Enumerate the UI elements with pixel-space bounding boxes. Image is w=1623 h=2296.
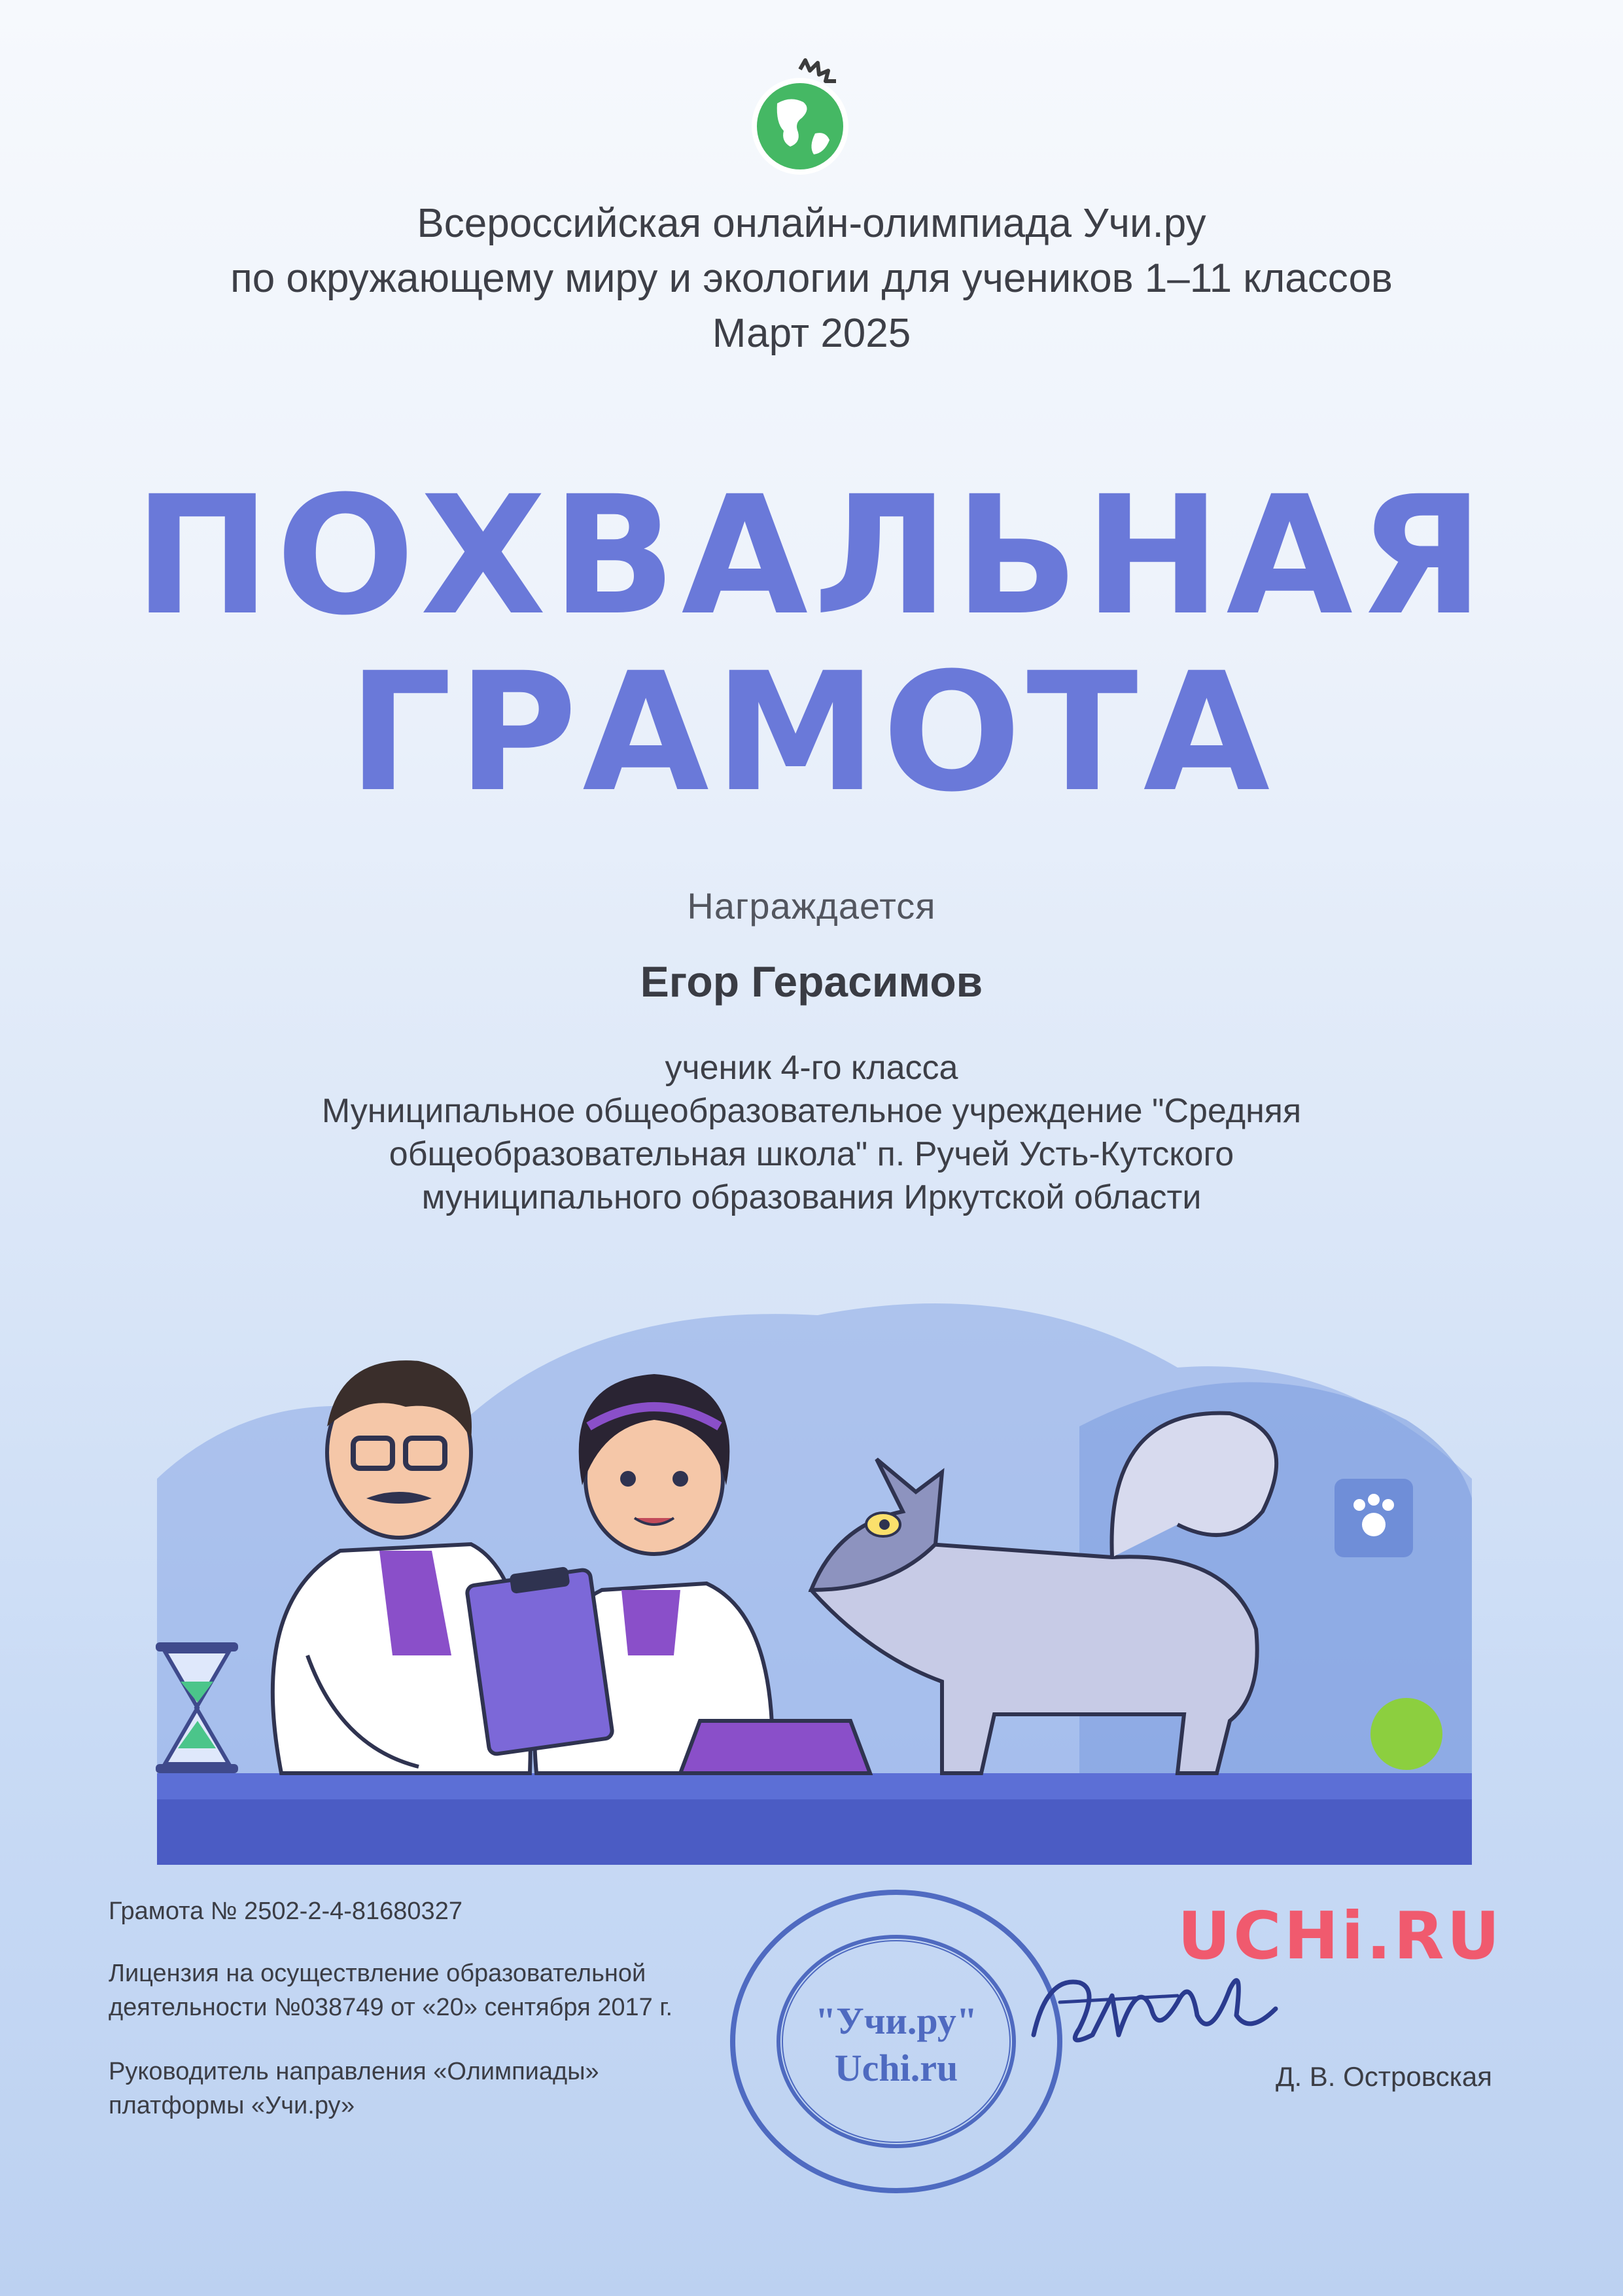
dog-bowl-icon: [680, 1721, 870, 1773]
license-line2: деятельности №038749 от «20» сентября 2017 г.: [109, 1994, 673, 2021]
stamp-inner-line2: Uchi.ru: [834, 2047, 958, 2089]
license-line1: Лицензия на осуществление образовательной: [109, 1960, 646, 1987]
school-name-line1: Муниципальное общеобразовательное учреждение "Средняя: [321, 1092, 1302, 1130]
paw-badge-icon: [1335, 1479, 1413, 1557]
head-title-line1: Руководитель направления «Олимпиады»: [109, 2058, 599, 2085]
certificate-title-line1: ПОХВАЛЬНАЯ: [133, 461, 1490, 651]
globe-logo-icon: [738, 58, 862, 182]
school-name-line2: общеобразовательная школа" п. Ручей Усть-Кутского: [389, 1135, 1234, 1173]
head-title-line2: платформы «Учи.ру»: [109, 2092, 355, 2119]
student-name: Егор Герасимов: [640, 957, 983, 1006]
signatory-name: Д. В. Островская: [1276, 2061, 1492, 2092]
lab-table: [157, 1773, 1472, 1799]
certificate-title-line2: ГРАМОТА: [347, 637, 1276, 828]
awarded-label: Награждается: [687, 885, 936, 927]
olympiad-name: Всероссийская онлайн-олимпиада Учи.ру: [417, 201, 1206, 246]
scientists-and-dog-illustration: [0, 1263, 1623, 1865]
tennis-ball-icon: [1370, 1698, 1442, 1770]
school-name-line3: муниципального образования Иркутской области: [421, 1178, 1202, 1216]
certificate-number: Грамота № 2502-2-4-81680327: [109, 1898, 462, 1925]
clipboard-icon: [466, 1566, 613, 1755]
olympiad-subject: по окружающему миру и экологии для учеников 1–11 классов: [230, 256, 1393, 301]
uchi-ru-brand-logo: UCHi.RU: [1178, 1898, 1503, 1974]
stamp-inner-line1: "Учи.ру": [814, 2000, 978, 2042]
olympiad-date: Март 2025: [712, 311, 911, 356]
student-grade: ученик 4-го класса: [665, 1049, 958, 1087]
organization-stamp: [726, 1884, 1066, 2199]
